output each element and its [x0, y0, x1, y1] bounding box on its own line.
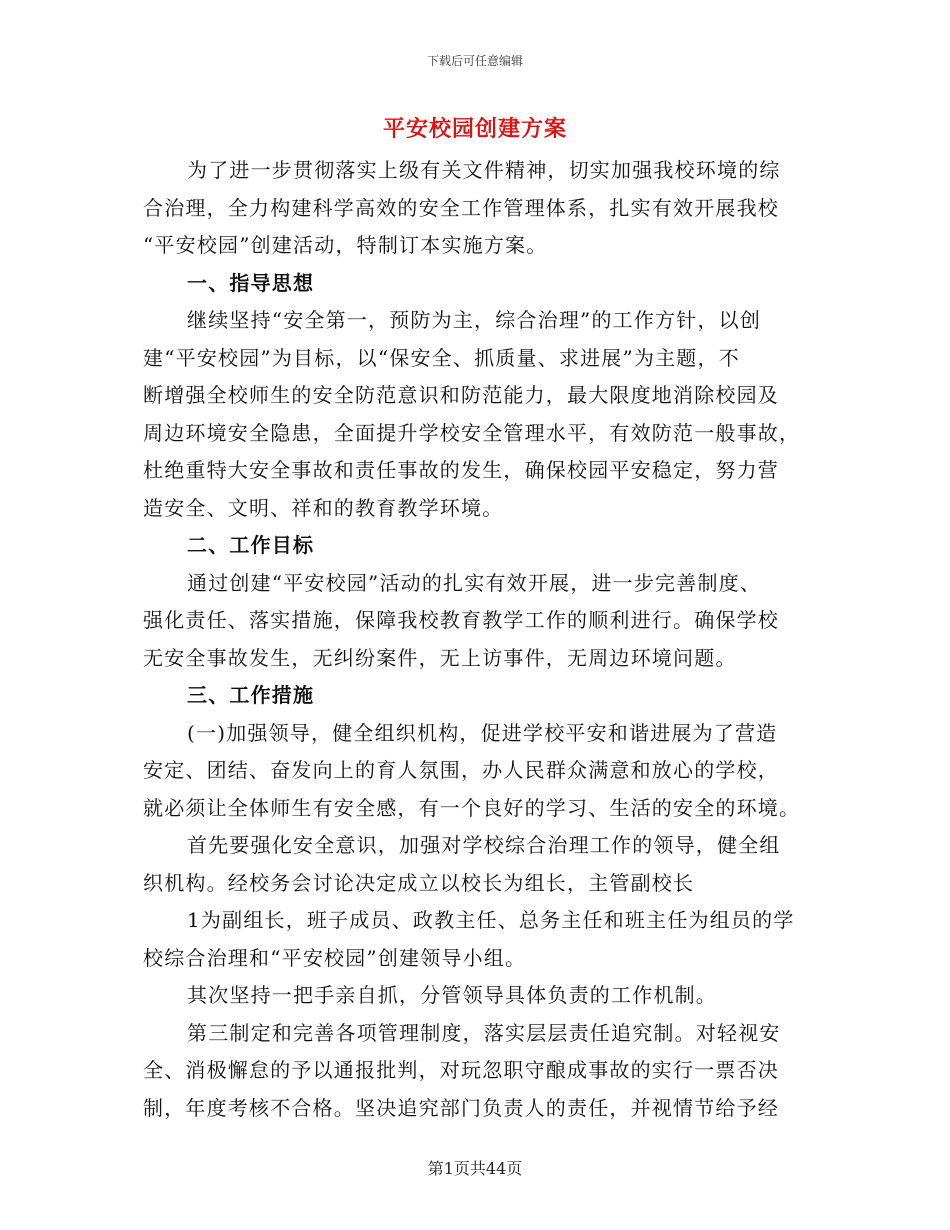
- paragraph-line: 首先要强化安全意识，加强对学校综合治理工作的领导，健全组: [187, 833, 781, 857]
- paragraph-line: (一)加强领导，健全组织机构，促进学校平安和谐进展为了营造: [187, 720, 778, 745]
- paragraph-line: 周边环境安全隐患，全面提升学校安全管理水平，有效防范一般事故，: [143, 420, 801, 445]
- section-heading-work-goals: 二、工作目标: [187, 533, 315, 557]
- paragraph-line: 校综合治理和“平安校园”创建领导小组。: [143, 945, 527, 970]
- document-title: 平安校园创建方案: [382, 116, 567, 142]
- paragraph-line: 织机构。经校务会讨论决定成立以校长为组长，主管副校长: [143, 870, 695, 895]
- paragraph-line: 第三制定和完善各项管理制度，落实层层责任追究制。对轻视安: [187, 1020, 781, 1045]
- paragraph-line: 杜绝重特大安全事故和责任事故的发生，确保校园平安稳定，努力营: [143, 458, 779, 482]
- paragraph-line: 其次坚持一把手亲自抓，分管领导具体负责的工作机制。: [187, 983, 717, 1007]
- paragraph-line: 断增强全校师生的安全防范意识和防范能力，最大限度地消除校园及: [143, 383, 779, 407]
- section-heading-guiding-ideology: 一、指导思想: [187, 270, 315, 295]
- document-body: [143, 152, 815, 1127]
- page-number-footer: 第1页共44页: [427, 1159, 523, 1178]
- paragraph-line: 继续坚持“安全第一，预防为主，综合治理”的工作方针，以创: [187, 308, 762, 332]
- section-heading-work-measures: 三、工作措施: [187, 683, 315, 707]
- paragraph-line: 制，年度考核不合格。坚决追究部门负责人的责任，并视情节给予经: [143, 1095, 779, 1120]
- paragraph-line: 合治理，全力构建科学高效的安全工作管理体系，扎实有效开展我校: [143, 195, 779, 220]
- paragraph-line: 通过创建“平安校园”活动的扎实有效开展，进一步完善制度、: [187, 570, 762, 595]
- paragraph-line: 1为副组长，班子成员、政教主任、总务主任和班主任为组员的学: [187, 908, 795, 932]
- paragraph-line: 为了进一步贯彻落实上级有关文件精神，切实加强我校环境的综: [187, 158, 781, 182]
- paragraph-line: 全、消极懈怠的予以通报批判，对玩忽职守酿成事故的实行一票否决: [143, 1058, 779, 1082]
- paragraph-line: 造安全、文明、祥和的教育教学环境。: [143, 495, 504, 520]
- paragraph-line: 安定、团结、奋发向上的育人氛围，办人民群众满意和放心的学校，: [143, 758, 779, 782]
- paragraph-line: 就必须让全体师生有安全感，有一个良好的学习、生活的安全的环境。: [143, 795, 801, 820]
- paragraph-line: “平安校园”创建活动，特制订本实施方案。: [143, 233, 548, 257]
- paragraph-line: 强化责任、落实措施，保障我校教育教学工作的顺利进行。确保学校: [143, 608, 779, 632]
- page-header-note: 下载后可任意编辑: [426, 54, 523, 68]
- paragraph-line: 建“平安校园”为目标，以“保安全、抓质量、求进展”为主题，不: [143, 345, 740, 370]
- paragraph-line: 无安全事故发生，无纠纷案件，无上访事件，无周边环境问题。: [143, 645, 737, 670]
